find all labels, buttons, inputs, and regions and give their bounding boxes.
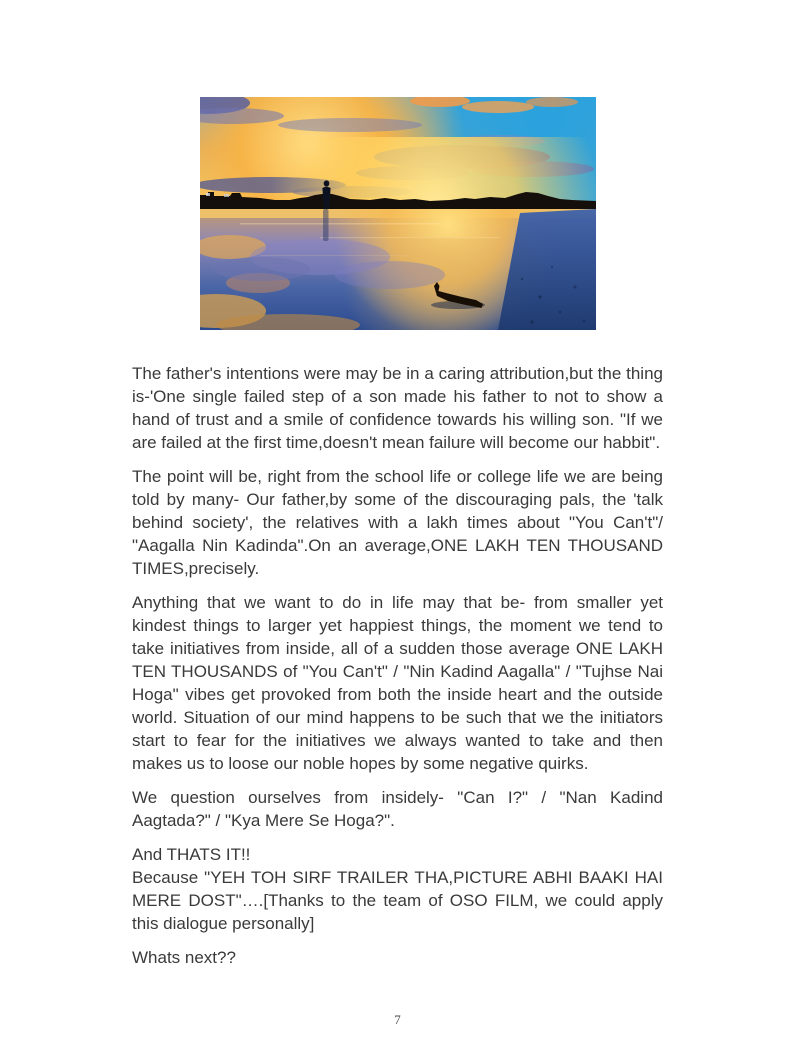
body-text (132, 362, 663, 969)
page-number: 7 (394, 1012, 401, 1027)
paragraph-2: The point will be, right from the school life or college life we are being told by many- Our father,by some of the discouraging pals, the 'talk behind society', the relatives with a lakh times about "You Can't"/ "Aagalla Nin Kadinda".On an average,ONE LAKH TEN THOUSAND TIMES,precisely. (132, 467, 663, 578)
person-reflection (323, 209, 329, 241)
paragraph-6: Whats next?? (132, 948, 236, 967)
paragraph-4: We question ourselves from insidely- "Can I?" / "Nan Kadind Aagtada?" / "Kya Mere Se Hoga?". (132, 788, 663, 830)
building-glint (224, 194, 229, 197)
building-glint (206, 193, 210, 196)
paragraph-1: The father's intentions were may be in a caring attribution,but the thing is-'One single failed step of a son made his father to not to show a hand of trust and a smile of confidence towards his willing son. "If we are failed at the first time,doesn't mean failure will become our habbit". (132, 364, 663, 452)
paragraph-3: Anything that we want to do in life may that be- from smaller yet kindest things to larger yet happiest things, the moment we tend to take initiatives from inside, all of a sudden those average ONE LAKH TEN THOUSANDS of "You Can't" / "Nin Kadind Aagalla" / "Tujhse Nai Hoga" vibes get provoked from both the inside heart and the outside world. Situation of our mind happens to be such that we the initiators start to fear for the initiatives we always wanted to take and then makes us to loose our noble hopes by some negative quirks. (132, 593, 663, 773)
paragraph-5-line-2: Because "YEH TOH SIRF TRAILER THA,PICTURE ABHI BAAKI HAI MERE DOST"….[Thanks to the team of OSO FILM, we could apply this dialogue personally] (132, 868, 663, 933)
sunset-beach-photo (200, 97, 596, 330)
paragraph-5-line-1: And THATS IT!! (132, 845, 251, 864)
sunset-beach-illustration (200, 97, 596, 330)
paragraph-5 (132, 843, 663, 935)
